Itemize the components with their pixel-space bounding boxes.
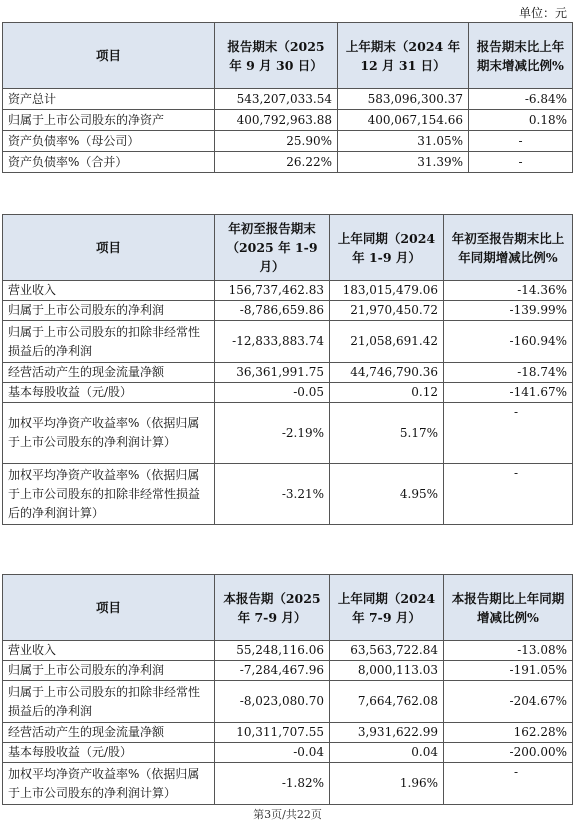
cell-value: -7,284,467.96 (215, 661, 330, 681)
table-row (3, 110, 573, 131)
table-row (3, 743, 573, 763)
cell-value: 0.12 (330, 383, 444, 403)
row-label: 经营活动产生的现金流量净额 (3, 723, 215, 743)
cell-value: -1.82% (215, 763, 330, 805)
header-change-pct: 报告期末比上年期末增减比例% (469, 23, 573, 89)
cell-change: - (444, 763, 573, 805)
row-label: 资产负债率%（合并） (3, 152, 215, 173)
cell-change: -139.99% (444, 301, 573, 321)
cell-value: -2.19% (215, 403, 330, 464)
cell-value: 1.96% (330, 763, 444, 805)
header-current-quarter: 本报告期（2025 年 7-9 月） (215, 575, 330, 641)
unit-label: 单位：元 (518, 6, 567, 20)
cell-value: 5.17% (330, 403, 444, 464)
quarter-income-table (2, 574, 573, 805)
cell-value: 21,970,450.72 (330, 301, 444, 321)
cell-value: 583,096,300.37 (338, 89, 469, 110)
header-prior-ytd: 上年同期（2024 年 1-9 月） (330, 215, 444, 281)
table-row (3, 403, 573, 464)
table-row (3, 641, 573, 661)
row-label: 归属于上市公司股东的净利润 (3, 661, 215, 681)
cell-value: 44,746,790.36 (330, 363, 444, 383)
cell-value: 156,737,462.83 (215, 281, 330, 301)
header-ytd: 年初至报告期末（2025 年 1-9 月） (215, 215, 330, 281)
page-footer: 第3页/共22页 (253, 808, 322, 821)
table-row (3, 661, 573, 681)
header-prior-quarter: 上年同期（2024 年 7-9 月） (330, 575, 444, 641)
header-change-pct: 本报告期比上年同期增减比例% (444, 575, 573, 641)
table-row (3, 723, 573, 743)
cell-value: 55,248,116.06 (215, 641, 330, 661)
cell-value: -8,786,659.86 (215, 301, 330, 321)
cell-change: -13.08% (444, 641, 573, 661)
cell-change: -14.36% (444, 281, 573, 301)
header-prior-year-end: 上年期末（2024 年 12 月 31 日） (338, 23, 469, 89)
cell-value: 31.39% (338, 152, 469, 173)
cell-change: -200.00% (444, 743, 573, 763)
cell-value: 26.22% (215, 152, 338, 173)
cell-value: 10,311,707.55 (215, 723, 330, 743)
table-row (3, 363, 573, 383)
cell-value: 36,361,991.75 (215, 363, 330, 383)
table-row (3, 763, 573, 805)
cell-value: 3,931,622.99 (330, 723, 444, 743)
cell-change: -6.84% (469, 89, 573, 110)
cell-value: 0.04 (330, 743, 444, 763)
cell-change: -18.74% (444, 363, 573, 383)
row-label: 基本每股收益（元/股） (3, 383, 215, 403)
cell-value: -0.05 (215, 383, 330, 403)
row-label: 归属于上市公司股东的扣除非经常性损益后的净利润 (3, 321, 215, 363)
header-change-pct: 年初至报告期末比上年同期增减比例% (444, 215, 573, 281)
row-label: 加权平均净资产收益率%（依据归属于上市公司股东的净利润计算） (3, 403, 215, 464)
cell-change: -191.05% (444, 661, 573, 681)
ytd-income-table (2, 214, 573, 525)
cell-value: 400,067,154.66 (338, 110, 469, 131)
cell-change: - (469, 152, 573, 173)
header-item: 项目 (3, 575, 215, 641)
row-label: 营业收入 (3, 281, 215, 301)
cell-change: -204.67% (444, 681, 573, 723)
table-row (3, 281, 573, 301)
cell-value: 400,792,963.88 (215, 110, 338, 131)
table-row (3, 321, 573, 363)
cell-value: 183,015,479.06 (330, 281, 444, 301)
row-label: 营业收入 (3, 641, 215, 661)
cell-value: 8,000,113.03 (330, 661, 444, 681)
row-label: 经营活动产生的现金流量净额 (3, 363, 215, 383)
cell-change: -160.94% (444, 321, 573, 363)
table-row (3, 89, 573, 110)
balance-summary-table (2, 22, 573, 173)
row-label: 归属于上市公司股东的净利润 (3, 301, 215, 321)
row-label: 资产负债率%（母公司） (3, 131, 215, 152)
cell-change: - (444, 403, 573, 464)
table-row (3, 152, 573, 173)
cell-value: -12,833,883.74 (215, 321, 330, 363)
table-row (3, 301, 573, 321)
cell-value: -0.04 (215, 743, 330, 763)
table-row (3, 383, 573, 403)
table-row (3, 681, 573, 723)
cell-change: 0.18% (469, 110, 573, 131)
cell-value: 543,207,033.54 (215, 89, 338, 110)
cell-value: -3.21% (215, 464, 330, 525)
cell-value: -8,023,080.70 (215, 681, 330, 723)
cell-change: - (469, 131, 573, 152)
cell-value: 25.90% (215, 131, 338, 152)
row-label: 基本每股收益（元/股） (3, 743, 215, 763)
row-label: 加权平均净资产收益率%（依据归属于上市公司股东的扣除非经常性损益后的净利润计算） (3, 464, 215, 525)
row-label: 归属于上市公司股东的净资产 (3, 110, 215, 131)
row-label: 归属于上市公司股东的扣除非经常性损益后的净利润 (3, 681, 215, 723)
cell-value: 21,058,691.42 (330, 321, 444, 363)
row-label: 加权平均净资产收益率%（依据归属于上市公司股东的净利润计算） (3, 763, 215, 805)
table-row (3, 464, 573, 525)
header-item: 项目 (3, 215, 215, 281)
header-item: 项目 (3, 23, 215, 89)
cell-change: - (444, 464, 573, 525)
cell-change: 162.28% (444, 723, 573, 743)
row-label: 资产总计 (3, 89, 215, 110)
table-row (3, 131, 573, 152)
cell-value: 63,563,722.84 (330, 641, 444, 661)
cell-value: 7,664,762.08 (330, 681, 444, 723)
cell-value: 31.05% (338, 131, 469, 152)
cell-change: -141.67% (444, 383, 573, 403)
header-period-end: 报告期末（2025 年 9 月 30 日） (215, 23, 338, 89)
cell-value: 4.95% (330, 464, 444, 525)
